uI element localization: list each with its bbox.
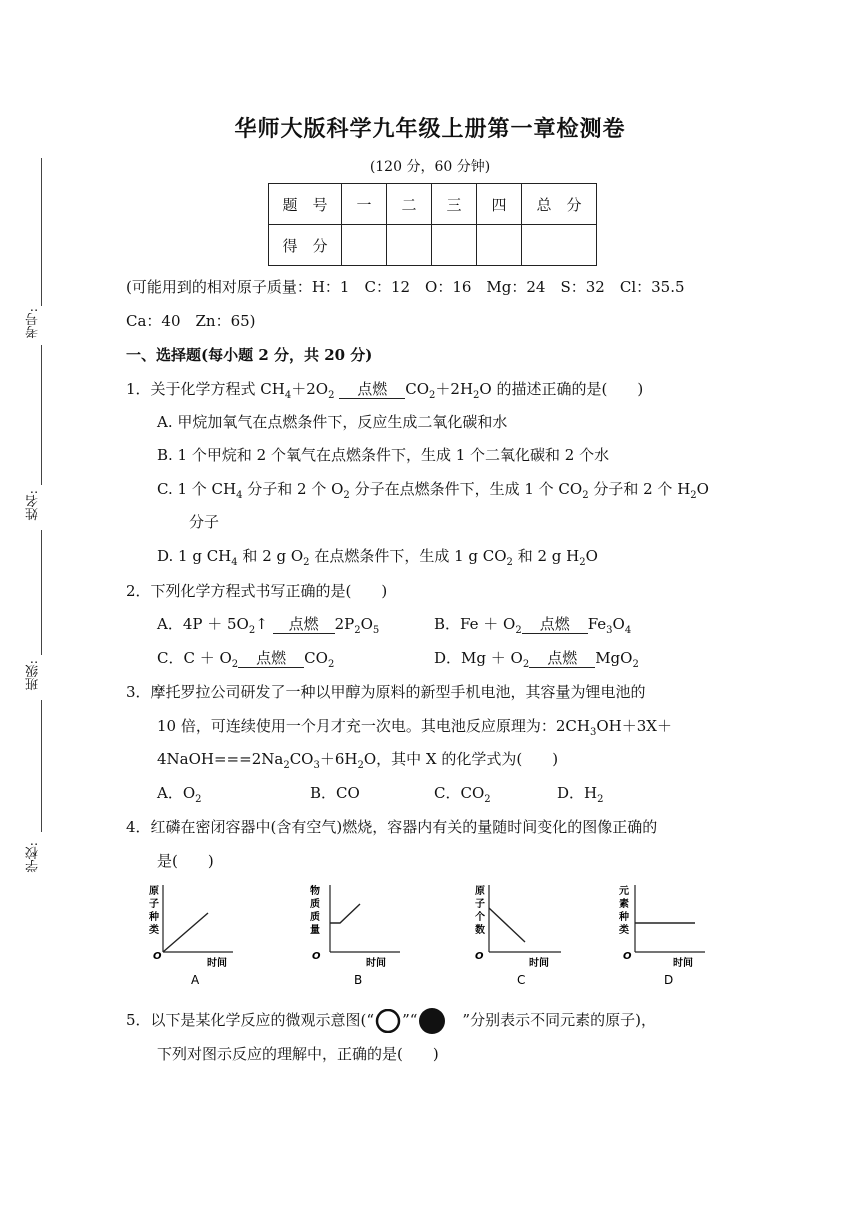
page-title: 华师大版科学九年级上册第一章检测卷 — [234, 117, 626, 142]
score-cell — [522, 225, 597, 266]
graph-letter: B — [354, 973, 363, 987]
graph-ylabel: 个 — [475, 912, 485, 923]
graph-letter: C — [517, 973, 526, 987]
graph-curve — [330, 904, 360, 923]
graph-ylabel: 类 — [619, 925, 629, 936]
graph-ylabel: 物 — [310, 886, 320, 897]
binding-line — [41, 158, 42, 306]
question-1-option-a: A. 甲烷加氧气在点燃条件下，反应生成二氧化碳和水 — [157, 413, 508, 431]
question-2-option-a: A．$4P + 5O_2↑$ 点燃 $2P_2O_5$ — [157, 615, 380, 636]
question-1-option-c-cont: 分子 — [189, 513, 220, 531]
question-1-option-c: C. 1 个 $CH_4$ 分子和 2 个 $O_2$ 分子在点燃条件下，生成 1 个 $CO_2$ 分子和 2 个 $H_2O$ — [157, 480, 709, 501]
graph-b-svg — [308, 880, 403, 990]
score-table — [268, 183, 597, 266]
question-2-stem: 2．下列化学方程式书写正确的是( ) — [126, 582, 388, 600]
question-3-option-d: D．$H_2$ — [557, 784, 604, 805]
reaction-condition: 点燃 — [339, 381, 405, 399]
graph-origin: O — [475, 951, 484, 962]
graph-ylabel: 子 — [475, 899, 485, 910]
atomic-mass-line: Ca：40 Zn：65) — [126, 312, 256, 330]
score-cell — [477, 225, 522, 266]
question-2-option-c: C．$C + O_2$ 点燃 $CO_2$ — [157, 649, 335, 670]
question-4-stem: 是( ) — [157, 852, 214, 870]
graph-origin: O — [153, 951, 162, 962]
question-1-option-b: B. 1 个甲烷和 2 个氧气在点燃条件下，生成 1 个二氧化碳和 2 个水 — [157, 446, 610, 464]
page-subtitle: (120 分，60 分钟) — [369, 159, 491, 175]
graph-b — [308, 880, 403, 990]
graph-a-svg — [145, 880, 235, 990]
question-3-option-b: B．CO — [310, 784, 360, 802]
graph-curve — [163, 913, 208, 952]
question-1-stem: 1．关于化学方程式 $CH_4+2O_2$ 点燃 $CO_2+2H_2O$ 的描述正确的是( ) — [126, 380, 644, 401]
question-4-stem: 4．红磷在密闭容器中(含有空气)燃烧，容器内有关的量随时间变化的图像正确的 — [126, 818, 658, 836]
graph-letter: A — [191, 973, 200, 987]
graph-ylabel: 元 — [619, 886, 629, 897]
binding-line — [41, 530, 42, 655]
graph-xlabel: 时间 — [529, 958, 549, 969]
graph-ylabel: 种 — [619, 912, 629, 923]
atomic-mass-line: (可能用到的相对原子质量：H：1 C：12 O：16 Mg：24 S：32 Cl：35.5 — [126, 278, 685, 296]
class-label: 班级: — [26, 660, 41, 691]
graph-xlabel: 时间 — [366, 958, 386, 969]
question-3-option-a: A．$O_2$ — [157, 784, 202, 805]
graph-d — [617, 880, 707, 990]
black-atom-icon — [417, 1008, 447, 1034]
score-header: 总 分 — [522, 184, 597, 225]
graph-a — [145, 880, 235, 990]
question-2-option-d: D．$Mg + O_2$ 点燃 MgO$_2$ — [434, 649, 639, 670]
graph-origin: O — [623, 951, 632, 962]
binding-line — [41, 345, 42, 485]
graph-d-svg — [617, 880, 707, 990]
score-row-label: 得 分 — [269, 225, 342, 266]
graph-ylabel: 质 — [310, 899, 320, 910]
graph-ylabel: 原 — [149, 886, 159, 897]
question-1-option-d: D. 1 g $CH_4$ 和 2 g $O_2$ 在点燃条件下，生成 1 g $CO_2$ 和 2 g $H_2O$ — [157, 547, 598, 568]
graph-ylabel: 质 — [310, 912, 320, 923]
score-cell — [432, 225, 477, 266]
graph-ylabel: 原 — [475, 886, 485, 897]
graph-xlabel: 时间 — [207, 958, 227, 969]
graph-c-svg — [471, 880, 566, 990]
white-atom-icon — [374, 1009, 402, 1033]
graph-ylabel: 子 — [149, 899, 159, 910]
graph-ylabel: 素 — [619, 899, 629, 910]
score-header: 一 — [342, 184, 387, 225]
score-cell — [387, 225, 432, 266]
score-header: 三 — [432, 184, 477, 225]
graph-letter: D — [664, 973, 674, 987]
score-header: 四 — [477, 184, 522, 225]
graph-xlabel: 时间 — [673, 958, 693, 969]
score-header: 题 号 — [269, 184, 342, 225]
graph-ylabel: 类 — [149, 925, 159, 936]
question-3-stem: 3．摩托罗拉公司研发了一种以甲醇为原料的新型手机电池，其容量为锂电池的 — [126, 683, 646, 701]
graph-origin: O — [312, 951, 321, 962]
graph-ylabel: 种 — [149, 912, 159, 923]
score-cell — [342, 225, 387, 266]
score-header: 二 — [387, 184, 432, 225]
question-3-stem: $4NaOH===2Na_2CO_3+6H_2O$，其中 X 的化学式为( ) — [157, 750, 559, 771]
question-5-stem: 下列对图示反应的理解中，正确的是( ) — [157, 1045, 439, 1063]
graph-curve — [489, 908, 525, 942]
school-label: 学校: — [26, 842, 41, 873]
question-3-option-c: C．$CO_2$ — [434, 784, 491, 805]
graph-ylabel: 量 — [310, 925, 320, 936]
section-heading: 一、选择题(每小题 2 分，共 20 分) — [126, 346, 373, 364]
question-5-stem: 5．以下是某化学反应的微观示意图(“ ”“ ”分别表示不同元素的原子)， — [126, 1008, 656, 1034]
question-3-stem: 10 倍，可连续使用一个月才充一次电。其电池反应原理为：$2CH_3OH+3X+$ — [157, 717, 672, 738]
graph-c — [471, 880, 566, 990]
name-label: 姓名: — [26, 490, 41, 521]
exam-number-label: 考号: — [26, 308, 41, 339]
graph-ylabel: 数 — [475, 925, 485, 936]
binding-line — [41, 700, 42, 832]
question-2-option-b: B．$Fe + O_2$ 点燃 $Fe_3O_4$ — [434, 615, 632, 636]
